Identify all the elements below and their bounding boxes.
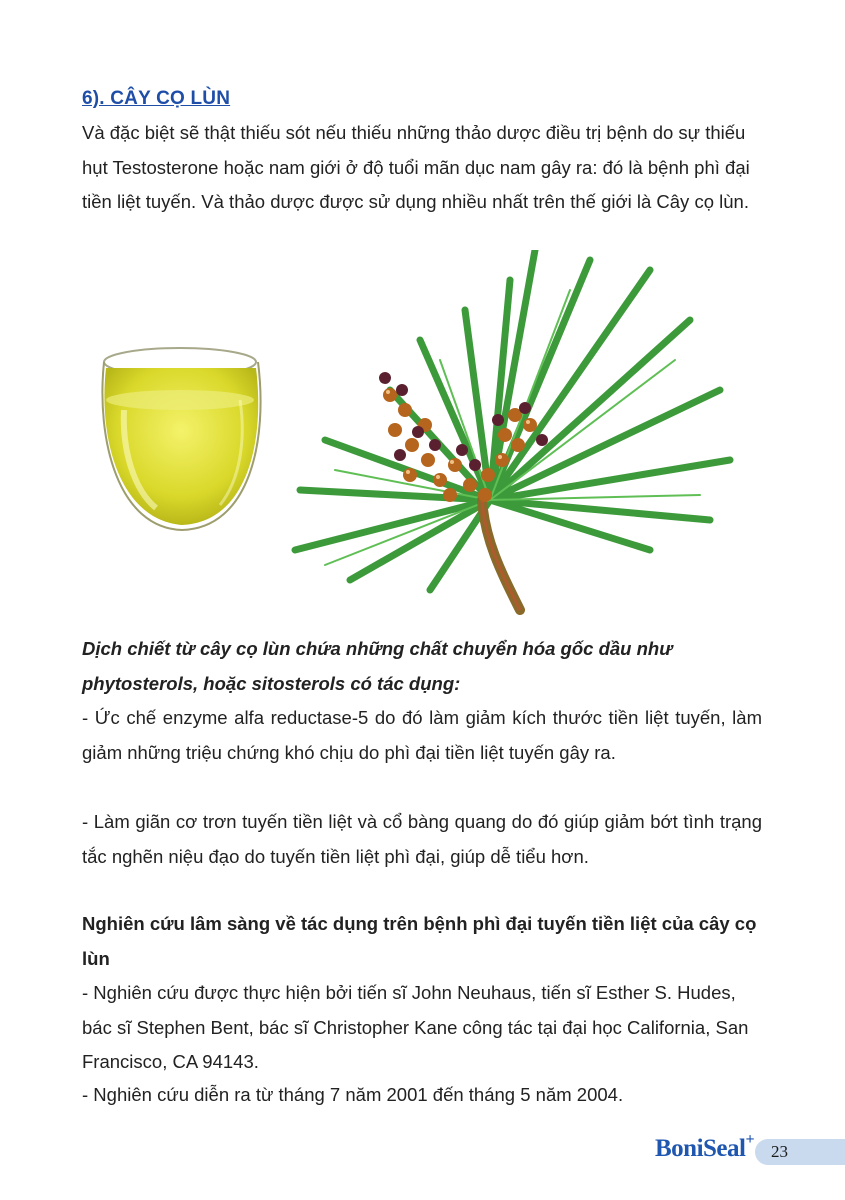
research-item-2: - Nghiên cứu diễn ra từ tháng 7 năm 2001 đến tháng 5 năm 2004. xyxy=(82,1084,624,1105)
saw-palmetto-figure xyxy=(90,250,770,620)
brand-logo xyxy=(655,1131,755,1163)
intro-paragraph: Và đặc biệt sẽ thật thiếu sót nếu thiếu những thảo dược điều trị bệnh do sự thiếu hụt Testosterone hoặc nam giới ở độ tuổi mãn dục nam gây ra: đó là bệnh phì đại tiền liệt tuyến. Và thảo dược được sử dụng nhiều nhất trên thế giới là Cây cọ lùn. xyxy=(82,122,750,212)
figure-illustration xyxy=(90,250,770,620)
oil-glass xyxy=(102,348,260,530)
research-item-1: - Nghiên cứu được thực hiện bởi tiến sĩ John Neuhaus, tiến sĩ Esther S. Hudes, bác sĩ Stephen Bent, bác sĩ Christopher Kane công tác tại đại học California, San Francisco, CA 94143. xyxy=(82,982,749,1072)
brand-plus: + xyxy=(745,1131,755,1148)
effects-item-1: - Ức chế enzyme alfa reductase-5 do đó làm giảm kích thước tiền liệt tuyến, làm giảm những triệu chứng khó chịu do phì đại tiền liệt tuyến gây ra. xyxy=(82,707,762,763)
brand-name: BoniSeal xyxy=(655,1135,746,1162)
page-number: 23 xyxy=(755,1139,845,1165)
section-heading: 6). CÂY CỌ LÙN xyxy=(82,88,231,109)
palm-stem xyxy=(482,500,520,610)
research-title: Nghiên cứu lâm sàng về tác dụng trên bệnh phì đại tuyến tiền liệt của cây cọ lùn xyxy=(82,913,757,969)
page-footer xyxy=(655,1133,845,1167)
effects-title: Dịch chiết từ cây cọ lùn chứa những chất chuyển hóa gốc dầu như phytosterols, hoặc sitosterols có tác dụng: xyxy=(82,638,673,694)
effects-item-2: - Làm giãn cơ trơn tuyến tiền liệt và cổ bàng quang do đó giúp giảm bớt tình trạng tắc nghẽn niệu đạo do tuyến tiền liệt phì đại, giúp dễ tiểu hơn. xyxy=(82,811,762,867)
